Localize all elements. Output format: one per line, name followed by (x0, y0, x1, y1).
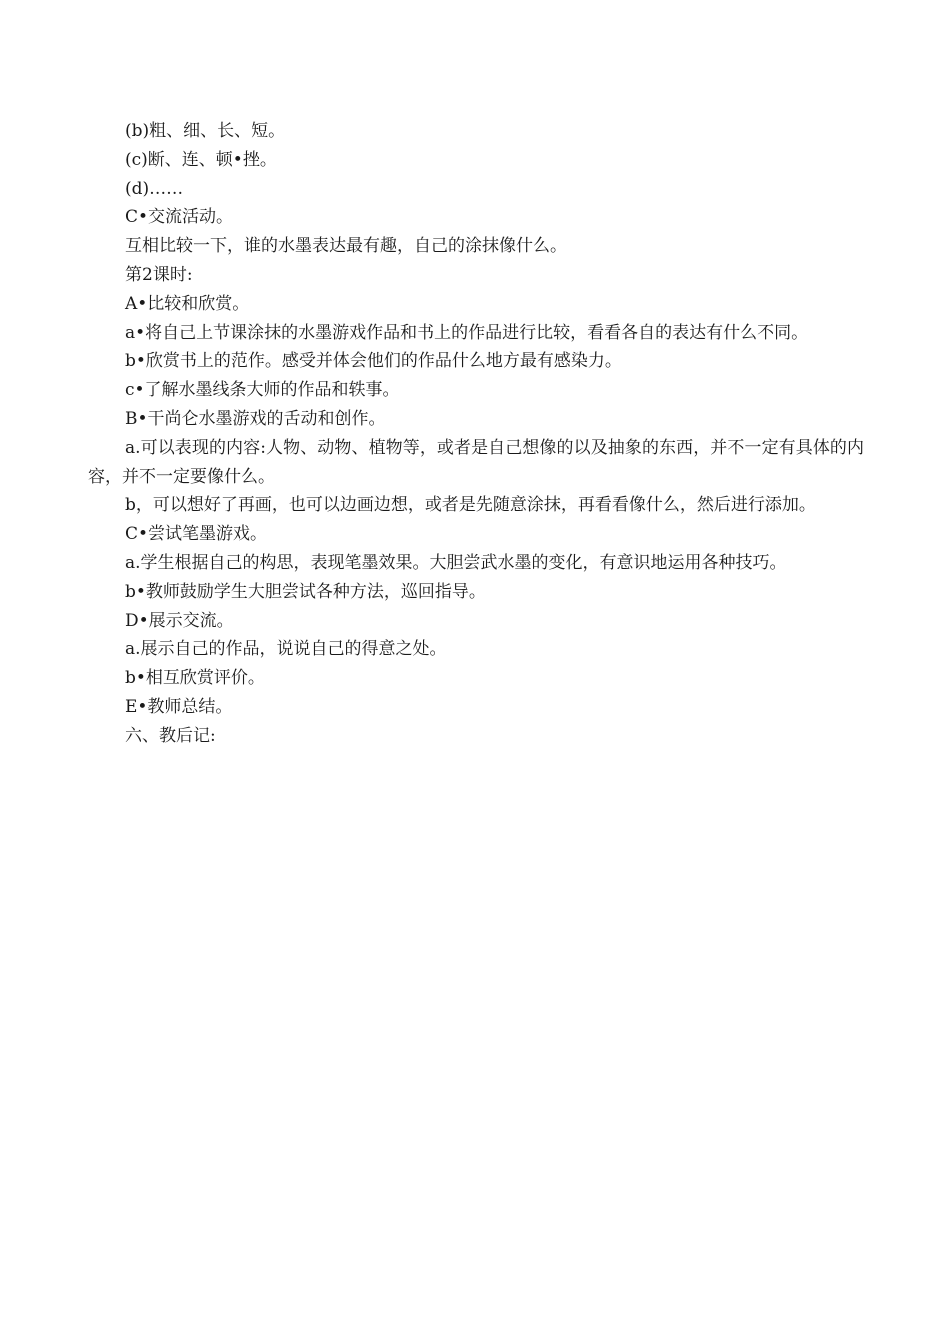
try-item-a: a.学生根据自己的构思，表现笔墨效果。大胆尝武水墨的变化，有意识地运用各种技巧。 (125, 552, 787, 573)
list-item-b-thickness: (b)粗、细、长、短。 (125, 121, 286, 141)
exchange-description: 互相比较一下，谁的水墨表达最有趣，自己的涂抹像什么。 (125, 236, 567, 257)
compare-item-c: c•了解水墨线条大师的作品和轶事。 (125, 380, 400, 401)
list-item-d-ellipsis: (d)…… (125, 178, 184, 199)
showcase-item-a: a.展示自己的作品，说说自己的得意之处。 (125, 639, 447, 660)
showcase-item-b: b•相互欣赏评价。 (125, 668, 265, 689)
post-lesson-notes-heading: 六、教后记: (125, 725, 216, 746)
try-item-b: b•教师鼓励学生大胆尝试各种方法，巡回指导。 (125, 581, 486, 602)
creation-item-a: a.可以表现的内容:人物、动物、植物等，或者是自己想像的以及抽象的东西，并不一定有具体的内容，并不一定要像什么。 (88, 437, 864, 487)
section-c-try: C•尝试笔墨游戏。 (125, 524, 268, 545)
section-e-summary: E•教师总结。 (125, 696, 233, 717)
section-b-creation: B•干尚仑水墨游戏的舌动和创作。 (125, 408, 386, 429)
section-d-showcase: D•展示交流。 (125, 610, 234, 631)
document-body (88, 117, 864, 751)
list-item-c-rhythm: (c)断、连、顿•挫。 (125, 149, 277, 170)
lesson-2-heading: 第2课时: (125, 264, 193, 285)
compare-item-b: b•欣赏书上的范作。感受并体会他们的作品什么地方最有感染力。 (125, 351, 622, 372)
section-a-compare: A•比较和欣赏。 (125, 293, 250, 314)
creation-item-b: b，可以想好了再画，也可以边画边想，或者是先随意涂抹，再看看像什么，然后进行添加。 (125, 495, 816, 516)
section-c-exchange: C•交流活动。 (125, 207, 234, 228)
compare-item-a: a•将自己上节课涂抹的水墨游戏作品和书上的作品进行比较，看看各自的表达有什么不同。 (125, 322, 809, 343)
